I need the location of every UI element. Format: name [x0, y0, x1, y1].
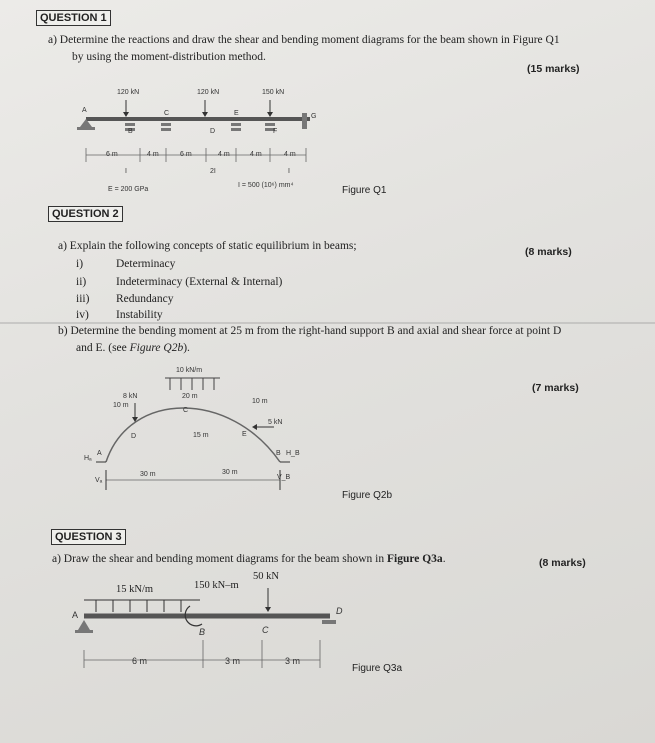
- q2-b-line2-prefix: and E. (see: [76, 342, 130, 354]
- q2-dim-2: 20 m: [182, 393, 198, 400]
- q2-dim-6: 30 m: [222, 469, 238, 476]
- q2-point-load-label: 8 kN: [123, 393, 138, 400]
- q2-item-4-text: Instability: [116, 309, 163, 321]
- q2-b-marks: (7 marks): [532, 382, 579, 394]
- q2-reaction-ha: Hₐ: [84, 455, 92, 462]
- q2-b-line1: b) Determine the bending moment at 25 m from the right-hand support B and axial and shear force at point D: [58, 325, 562, 337]
- q3-marks: (8 marks): [539, 557, 586, 569]
- q1-heading: QUESTION 1: [36, 10, 111, 26]
- q1-point-d: D: [210, 128, 216, 135]
- q2-heading: QUESTION 2: [48, 206, 123, 222]
- q1-modulus: E = 200 GPa: [108, 186, 149, 193]
- q1-load-2: 120 kN: [197, 89, 220, 96]
- q2-item-2-num: ii): [76, 276, 87, 288]
- q1-inertia-3: I: [288, 168, 290, 175]
- q1-a-line1: a) Determine the reactions and draw the shear and bending moment diagrams for the beam shown in Figure Q1: [48, 34, 560, 46]
- q2-horizontal-load-label: 5 kN: [268, 419, 283, 426]
- q1-point-c: C: [164, 110, 170, 117]
- q2-reaction-hb: H_B: [286, 450, 300, 457]
- q2-udl-label: 10 kN/m: [176, 367, 203, 374]
- q2-dim-1: 10 m: [113, 402, 129, 409]
- q1-point-e: E: [234, 110, 239, 117]
- q2-dim-4: 15 m: [193, 432, 209, 439]
- q3-heading: QUESTION 3: [51, 529, 126, 545]
- q1-inertia-2: 2I: [210, 168, 216, 175]
- q3-point-b: B: [199, 627, 206, 637]
- q1-span-2: 4 m: [147, 151, 159, 158]
- q1-figure-caption: Figure Q1: [342, 185, 387, 196]
- q2-b-line2-fig: Figure Q2b: [129, 342, 184, 354]
- q2-reaction-va: Vₐ: [95, 477, 103, 484]
- q1-span-3: 6 m: [180, 151, 192, 158]
- q3-a-suffix: .: [442, 553, 446, 565]
- q2-dim-3: 10 m: [252, 398, 268, 405]
- q1-span-4: 4 m: [218, 151, 230, 158]
- q1-point-g: G: [311, 113, 317, 120]
- q2-item-3-num: iii): [76, 293, 90, 305]
- q1-second-moment: I = 500 (10⁶) mm⁴: [238, 182, 294, 189]
- q3-span-3: 3 m: [285, 656, 301, 666]
- q3-point-load-label: 50 kN: [253, 571, 279, 582]
- q1-span-5: 4 m: [250, 151, 262, 158]
- q1-span-6: 4 m: [284, 151, 296, 158]
- q2-point-e: E: [242, 431, 247, 438]
- q2-a-intro: a) Explain the following concepts of static equilibrium in beams;: [58, 240, 357, 252]
- q3-figure-caption: Figure Q3a: [352, 663, 403, 674]
- q2-item-1-text: Determinacy: [116, 258, 176, 270]
- q3-point-c: C: [262, 625, 269, 635]
- q1-point-f: F: [273, 128, 278, 135]
- q1-a-line2: by using the moment-distribution method.: [72, 51, 266, 63]
- q2-a-marks: (8 marks): [525, 246, 572, 258]
- q2-reaction-vb: V_B: [277, 474, 291, 481]
- q1-point-a: A: [82, 107, 87, 114]
- q1-span-1: 6 m: [106, 151, 118, 158]
- q1-load-1: 120 kN: [117, 89, 140, 96]
- q2-point-b: B: [276, 450, 281, 457]
- q1-point-b: B: [128, 128, 133, 135]
- q2-item-4-num: iv): [76, 309, 89, 321]
- q2-point-c: C: [183, 407, 189, 414]
- q2-dim-5: 30 m: [140, 471, 156, 478]
- q3-a-fig: Figure Q3a: [387, 553, 443, 565]
- q3-moment-label: 150 kN–m: [194, 580, 239, 591]
- q1-inertia-1: I: [125, 168, 127, 175]
- q2-point-d: D: [131, 433, 137, 440]
- q2-figure-caption: Figure Q2b: [342, 490, 393, 501]
- q1-load-3: 150 kN: [262, 89, 285, 96]
- q3-udl-label: 15 kN/m: [116, 584, 154, 595]
- q3-point-a: A: [72, 610, 79, 620]
- q2-point-a: A: [97, 450, 102, 457]
- q3-point-d: D: [336, 606, 343, 616]
- q2-item-3-text: Redundancy: [116, 293, 174, 305]
- q2-item-1-num: i): [76, 258, 84, 270]
- q3-span-1: 6 m: [132, 656, 148, 666]
- q1-marks: (15 marks): [527, 63, 580, 75]
- q2-item-2-text: Indeterminacy (External & Internal): [116, 276, 283, 288]
- q3-a-prefix: a) Draw the shear and bending moment diagrams for the beam shown in: [52, 553, 387, 565]
- q3-span-2: 3 m: [225, 656, 241, 666]
- q2-b-line2-suffix: ).: [183, 342, 190, 354]
